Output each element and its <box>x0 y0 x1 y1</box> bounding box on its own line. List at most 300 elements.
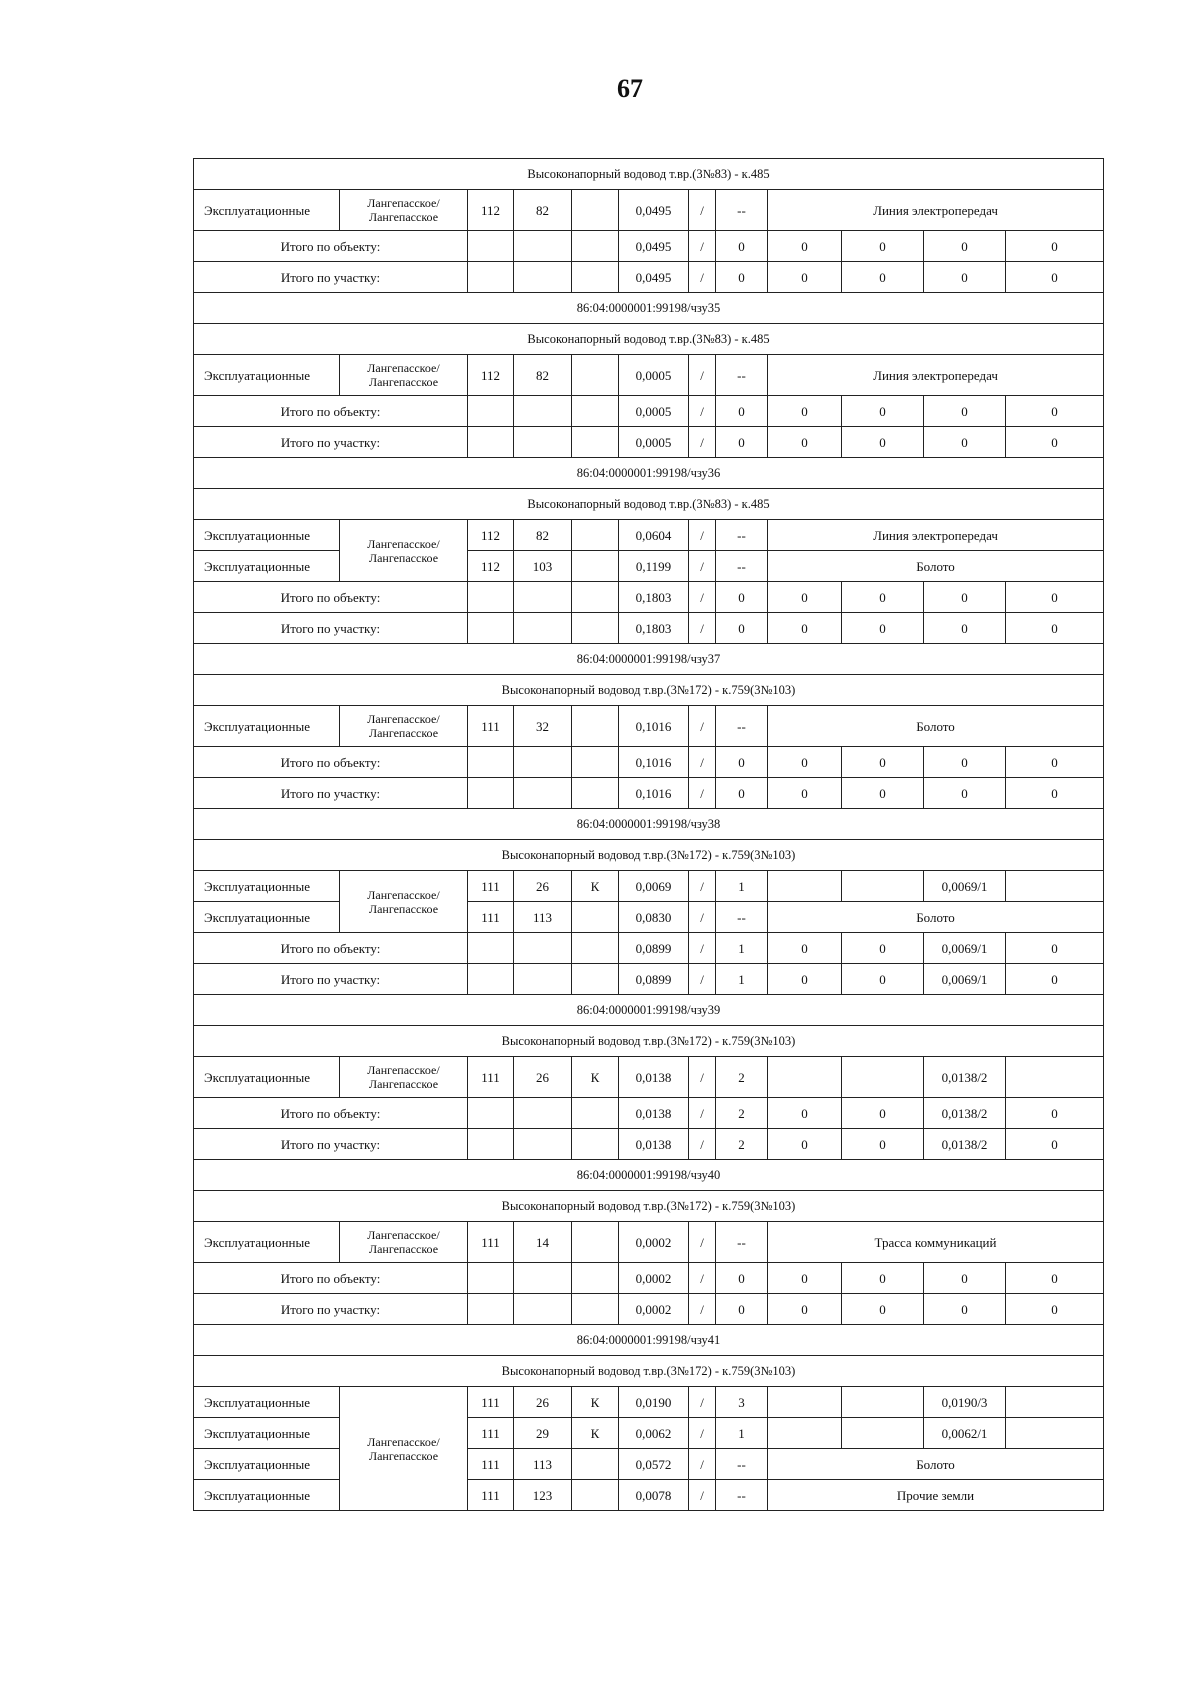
category-cell <box>572 613 619 644</box>
quarter-cell: 112 <box>468 190 514 231</box>
area-cell: 0,0078 <box>619 1480 689 1511</box>
category-cell <box>572 706 619 747</box>
cadastral-row <box>194 644 1104 675</box>
quarter-cell <box>468 1098 514 1129</box>
category-cell <box>572 520 619 551</box>
value-cell-c3: 0 <box>924 262 1006 293</box>
slash-cell: / <box>689 551 716 582</box>
object-header-row <box>194 159 1104 190</box>
value-cell-c2: 0 <box>842 613 924 644</box>
area-cell: 0,0138 <box>619 1057 689 1098</box>
quarter-cell <box>468 396 514 427</box>
value-cell-c1: 0 <box>768 582 842 613</box>
category-cell <box>572 778 619 809</box>
usage-kind: Эксплуатационные <box>194 1222 340 1263</box>
cadastral-number: 86:04:0000001:99198/чзу36 <box>194 458 1104 489</box>
usage-kind: Эксплуатационные <box>194 1480 340 1511</box>
usage-kind: Эксплуатационные <box>194 902 340 933</box>
value-cell-c4: 0 <box>1006 1129 1104 1160</box>
value-cell-c4: 0 <box>1006 262 1104 293</box>
value-cell-c2: 0 <box>842 396 924 427</box>
slash-cell: / <box>689 582 716 613</box>
count-cell: -- <box>716 1480 768 1511</box>
usage-kind: Эксплуатационные <box>194 1387 340 1418</box>
count-cell: 0 <box>716 613 768 644</box>
object-header-row <box>194 1191 1104 1222</box>
quarter-cell: 111 <box>468 1222 514 1263</box>
value-cell-c4: 0 <box>1006 933 1104 964</box>
value-cell-c4: 0 <box>1006 964 1104 995</box>
land-type-cell: Линия электропередач <box>768 355 1104 396</box>
object-name: Высоконапорный водовод т.вр.(3№83) - к.485 <box>194 159 1104 190</box>
object-name: Высоконапорный водовод т.вр.(3№172) - к.759(3№103) <box>194 840 1104 871</box>
object-name: Высоконапорный водовод т.вр.(3№172) - к.759(3№103) <box>194 1191 1104 1222</box>
object-header-row <box>194 324 1104 355</box>
slash-cell: / <box>689 1057 716 1098</box>
data-row <box>194 902 1104 933</box>
area-cell: 0,0005 <box>619 355 689 396</box>
slash-cell: / <box>689 262 716 293</box>
area-cell: 0,0062 <box>619 1418 689 1449</box>
data-row <box>194 190 1104 231</box>
object-header-row <box>194 489 1104 520</box>
count-cell: 0 <box>716 231 768 262</box>
section-cell <box>514 933 572 964</box>
total-object-row <box>194 582 1104 613</box>
category-cell <box>572 427 619 458</box>
slash-cell: / <box>689 1294 716 1325</box>
section-cell <box>514 231 572 262</box>
value-cell-c3: 0 <box>924 747 1006 778</box>
land-type-cell: Трасса коммуникаций <box>768 1222 1104 1263</box>
quarter-cell <box>468 231 514 262</box>
slash-cell: / <box>689 1263 716 1294</box>
category-cell: К <box>572 1418 619 1449</box>
object-header-row <box>194 675 1104 706</box>
section-cell <box>514 427 572 458</box>
usage-kind: Эксплуатационные <box>194 1418 340 1449</box>
slash-cell: / <box>689 231 716 262</box>
area-cell: 0,1016 <box>619 778 689 809</box>
area-cell: 0,0069 <box>619 871 689 902</box>
area-cell: 0,0138 <box>619 1098 689 1129</box>
total-label: Итого по объекту: <box>194 933 468 964</box>
value-cell-c3: 0 <box>924 582 1006 613</box>
value-cell-c1: 0 <box>768 231 842 262</box>
cadastral-row <box>194 1325 1104 1356</box>
count-cell: 2 <box>716 1057 768 1098</box>
category-cell <box>572 1222 619 1263</box>
count-cell: -- <box>716 902 768 933</box>
usage-kind: Эксплуатационные <box>194 1449 340 1480</box>
object-name: Высоконапорный водовод т.вр.(3№172) - к.759(3№103) <box>194 1356 1104 1387</box>
category-cell <box>572 1294 619 1325</box>
land-parcel-table <box>193 158 1104 1511</box>
category-cell <box>572 933 619 964</box>
data-row <box>194 1222 1104 1263</box>
total-label: Итого по объекту: <box>194 747 468 778</box>
value-cell-c2 <box>842 1387 924 1418</box>
category-cell <box>572 1263 619 1294</box>
value-cell-c2: 0 <box>842 778 924 809</box>
quarter-cell <box>468 582 514 613</box>
slash-cell: / <box>689 902 716 933</box>
slash-cell: / <box>689 1418 716 1449</box>
count-cell: 2 <box>716 1129 768 1160</box>
count-cell: 1 <box>716 964 768 995</box>
value-cell-c2: 0 <box>842 582 924 613</box>
data-row <box>194 706 1104 747</box>
value-cell-c1: 0 <box>768 964 842 995</box>
value-cell-c1: 0 <box>768 613 842 644</box>
value-cell-c2: 0 <box>842 231 924 262</box>
page-number: 67 <box>617 74 643 103</box>
quarter-cell: 111 <box>468 706 514 747</box>
section-cell: 82 <box>514 355 572 396</box>
usage-kind: Эксплуатационные <box>194 551 340 582</box>
section-cell: 113 <box>514 1449 572 1480</box>
count-cell: 0 <box>716 262 768 293</box>
slash-cell: / <box>689 778 716 809</box>
area-cell: 0,1016 <box>619 747 689 778</box>
object-name: Высоконапорный водовод т.вр.(3№83) - к.485 <box>194 324 1104 355</box>
total-object-row <box>194 396 1104 427</box>
object-header-row <box>194 1026 1104 1057</box>
value-cell-c2: 0 <box>842 1098 924 1129</box>
data-row <box>194 1057 1104 1098</box>
value-cell-c2 <box>842 871 924 902</box>
value-cell-c1 <box>768 1057 842 1098</box>
count-cell: -- <box>716 520 768 551</box>
value-cell-c2: 0 <box>842 1129 924 1160</box>
quarter-cell <box>468 1294 514 1325</box>
value-cell-c1 <box>768 1418 842 1449</box>
category-cell: К <box>572 1387 619 1418</box>
value-cell-c2 <box>842 1057 924 1098</box>
value-cell-c1: 0 <box>768 747 842 778</box>
slash-cell: / <box>689 706 716 747</box>
usage-kind: Эксплуатационные <box>194 1057 340 1098</box>
count-cell: -- <box>716 1222 768 1263</box>
total-object-row <box>194 933 1104 964</box>
value-cell-c4: 0 <box>1006 747 1104 778</box>
region-cell: Лангепасское/ Лангепасское <box>340 1387 468 1511</box>
value-cell-c1: 0 <box>768 1294 842 1325</box>
section-cell: 123 <box>514 1480 572 1511</box>
count-cell: 1 <box>716 1418 768 1449</box>
value-cell-c1: 0 <box>768 1263 842 1294</box>
slash-cell: / <box>689 1387 716 1418</box>
value-cell-c1: 0 <box>768 778 842 809</box>
value-cell-c2 <box>842 1418 924 1449</box>
value-cell-c3: 0,0138/2 <box>924 1129 1006 1160</box>
value-cell-c3: 0,0062/1 <box>924 1418 1006 1449</box>
count-cell: 0 <box>716 427 768 458</box>
section-cell <box>514 262 572 293</box>
object-header-row <box>194 840 1104 871</box>
data-row <box>194 551 1104 582</box>
data-row <box>194 871 1104 902</box>
quarter-cell <box>468 613 514 644</box>
slash-cell: / <box>689 747 716 778</box>
slash-cell: / <box>689 1129 716 1160</box>
slash-cell: / <box>689 1098 716 1129</box>
slash-cell: / <box>689 964 716 995</box>
section-cell <box>514 1294 572 1325</box>
data-row <box>194 520 1104 551</box>
slash-cell: / <box>689 871 716 902</box>
quarter-cell: 112 <box>468 355 514 396</box>
count-cell: 3 <box>716 1387 768 1418</box>
total-label: Итого по объекту: <box>194 396 468 427</box>
cadastral-number: 86:04:0000001:99198/чзу37 <box>194 644 1104 675</box>
data-row <box>194 1449 1104 1480</box>
total-label: Итого по участку: <box>194 262 468 293</box>
land-type-cell: Болото <box>768 706 1104 747</box>
area-cell: 0,0002 <box>619 1263 689 1294</box>
value-cell-c1: 0 <box>768 933 842 964</box>
area-cell: 0,0495 <box>619 190 689 231</box>
quarter-cell <box>468 964 514 995</box>
value-cell-c4: 0 <box>1006 1294 1104 1325</box>
total-label: Итого по участку: <box>194 778 468 809</box>
slash-cell: / <box>689 520 716 551</box>
region-cell: Лангепасское/ Лангепасское <box>340 871 468 933</box>
value-cell-c1 <box>768 1387 842 1418</box>
quarter-cell <box>468 933 514 964</box>
data-row <box>194 1418 1104 1449</box>
quarter-cell: 111 <box>468 1057 514 1098</box>
section-cell: 26 <box>514 871 572 902</box>
cadastral-row <box>194 1160 1104 1191</box>
section-cell: 29 <box>514 1418 572 1449</box>
category-cell <box>572 396 619 427</box>
slash-cell: / <box>689 427 716 458</box>
value-cell-c4: 0 <box>1006 613 1104 644</box>
region-cell: Лангепасское/ Лангепасское <box>340 190 468 231</box>
total-label: Итого по участку: <box>194 1294 468 1325</box>
object-name: Высоконапорный водовод т.вр.(3№172) - к.759(3№103) <box>194 675 1104 706</box>
cadastral-number: 86:04:0000001:99198/чзу35 <box>194 293 1104 324</box>
section-cell <box>514 1129 572 1160</box>
category-cell <box>572 964 619 995</box>
total-label: Итого по объекту: <box>194 1263 468 1294</box>
count-cell: -- <box>716 190 768 231</box>
value-cell-c1: 0 <box>768 396 842 427</box>
quarter-cell <box>468 1263 514 1294</box>
area-cell: 0,0005 <box>619 396 689 427</box>
cadastral-number: 86:04:0000001:99198/чзу41 <box>194 1325 1104 1356</box>
total-label: Итого по участку: <box>194 964 468 995</box>
total-parcel-row <box>194 427 1104 458</box>
usage-kind: Эксплуатационные <box>194 871 340 902</box>
cadastral-row <box>194 458 1104 489</box>
region-cell: Лангепасское/ Лангепасское <box>340 1057 468 1098</box>
value-cell-c3: 0,0069/1 <box>924 933 1006 964</box>
region-cell: Лангепасское/ Лангепасское <box>340 706 468 747</box>
section-cell <box>514 396 572 427</box>
area-cell: 0,0002 <box>619 1222 689 1263</box>
value-cell-c3: 0,0190/3 <box>924 1387 1006 1418</box>
section-cell <box>514 747 572 778</box>
value-cell-c4 <box>1006 871 1104 902</box>
category-cell <box>572 1449 619 1480</box>
usage-kind: Эксплуатационные <box>194 190 340 231</box>
data-row <box>194 1387 1104 1418</box>
value-cell-c3: 0 <box>924 778 1006 809</box>
total-object-row <box>194 747 1104 778</box>
value-cell-c1: 0 <box>768 1129 842 1160</box>
category-cell <box>572 1098 619 1129</box>
value-cell-c3: 0,0138/2 <box>924 1098 1006 1129</box>
usage-kind: Эксплуатационные <box>194 520 340 551</box>
total-label: Итого по объекту: <box>194 231 468 262</box>
quarter-cell: 112 <box>468 520 514 551</box>
value-cell-c4: 0 <box>1006 778 1104 809</box>
section-cell: 32 <box>514 706 572 747</box>
cadastral-row <box>194 995 1104 1026</box>
section-cell: 82 <box>514 520 572 551</box>
cadastral-number: 86:04:0000001:99198/чзу38 <box>194 809 1104 840</box>
cadastral-number: 86:04:0000001:99198/чзу40 <box>194 1160 1104 1191</box>
area-cell: 0,0190 <box>619 1387 689 1418</box>
area-cell: 0,0899 <box>619 964 689 995</box>
quarter-cell: 111 <box>468 1418 514 1449</box>
area-cell: 0,0604 <box>619 520 689 551</box>
area-cell: 0,0899 <box>619 933 689 964</box>
area-cell: 0,0495 <box>619 262 689 293</box>
value-cell-c3: 0 <box>924 231 1006 262</box>
slash-cell: / <box>689 190 716 231</box>
quarter-cell: 112 <box>468 551 514 582</box>
value-cell-c1: 0 <box>768 427 842 458</box>
value-cell-c3: 0 <box>924 1263 1006 1294</box>
value-cell-c4: 0 <box>1006 396 1104 427</box>
value-cell-c4: 0 <box>1006 1263 1104 1294</box>
area-cell: 0,0005 <box>619 427 689 458</box>
cadastral-row <box>194 293 1104 324</box>
section-cell <box>514 778 572 809</box>
quarter-cell <box>468 262 514 293</box>
area-cell: 0,0002 <box>619 1294 689 1325</box>
section-cell: 113 <box>514 902 572 933</box>
quarter-cell: 111 <box>468 1449 514 1480</box>
category-cell <box>572 747 619 778</box>
quarter-cell: 111 <box>468 902 514 933</box>
slash-cell: / <box>689 396 716 427</box>
total-label: Итого по объекту: <box>194 1098 468 1129</box>
slash-cell: / <box>689 1480 716 1511</box>
total-parcel-row <box>194 1294 1104 1325</box>
value-cell-c3: 0 <box>924 427 1006 458</box>
quarter-cell <box>468 427 514 458</box>
count-cell: 0 <box>716 582 768 613</box>
region-cell: Лангепасское/ Лангепасское <box>340 520 468 582</box>
land-type-cell: Линия электропередач <box>768 520 1104 551</box>
area-cell: 0,0138 <box>619 1129 689 1160</box>
section-cell <box>514 964 572 995</box>
area-cell: 0,1016 <box>619 706 689 747</box>
quarter-cell <box>468 747 514 778</box>
total-label: Итого по объекту: <box>194 582 468 613</box>
land-type-cell: Болото <box>768 902 1104 933</box>
area-cell: 0,1199 <box>619 551 689 582</box>
usage-kind: Эксплуатационные <box>194 355 340 396</box>
land-type-cell: Болото <box>768 551 1104 582</box>
cadastral-number: 86:04:0000001:99198/чзу39 <box>194 995 1104 1026</box>
value-cell-c2: 0 <box>842 427 924 458</box>
value-cell-c1: 0 <box>768 1098 842 1129</box>
section-cell: 26 <box>514 1387 572 1418</box>
total-parcel-row <box>194 613 1104 644</box>
cadastral-row <box>194 809 1104 840</box>
count-cell: 0 <box>716 396 768 427</box>
section-cell: 26 <box>514 1057 572 1098</box>
value-cell-c1: 0 <box>768 262 842 293</box>
category-cell <box>572 355 619 396</box>
total-parcel-row <box>194 1129 1104 1160</box>
section-cell: 14 <box>514 1222 572 1263</box>
slash-cell: / <box>689 1449 716 1480</box>
count-cell: 0 <box>716 747 768 778</box>
value-cell-c4 <box>1006 1418 1104 1449</box>
data-row <box>194 355 1104 396</box>
value-cell-c3: 0 <box>924 1294 1006 1325</box>
area-cell: 0,0572 <box>619 1449 689 1480</box>
value-cell-c3: 0 <box>924 613 1006 644</box>
category-cell <box>572 262 619 293</box>
category-cell <box>572 582 619 613</box>
quarter-cell <box>468 778 514 809</box>
count-cell: -- <box>716 706 768 747</box>
slash-cell: / <box>689 613 716 644</box>
section-cell: 82 <box>514 190 572 231</box>
total-parcel-row <box>194 778 1104 809</box>
value-cell-c2: 0 <box>842 262 924 293</box>
value-cell-c2: 0 <box>842 1263 924 1294</box>
region-cell: Лангепасское/ Лангепасское <box>340 1222 468 1263</box>
land-type-cell: Линия электропередач <box>768 190 1104 231</box>
total-object-row <box>194 1098 1104 1129</box>
area-cell: 0,1803 <box>619 613 689 644</box>
count-cell: 1 <box>716 871 768 902</box>
total-parcel-row <box>194 262 1104 293</box>
usage-kind: Эксплуатационные <box>194 706 340 747</box>
category-cell <box>572 902 619 933</box>
value-cell-c3: 0,0069/1 <box>924 871 1006 902</box>
value-cell-c2: 0 <box>842 1294 924 1325</box>
section-cell <box>514 1098 572 1129</box>
value-cell-c2: 0 <box>842 933 924 964</box>
section-cell: 103 <box>514 551 572 582</box>
value-cell-c1 <box>768 871 842 902</box>
total-parcel-row <box>194 964 1104 995</box>
count-cell: 0 <box>716 1294 768 1325</box>
slash-cell: / <box>689 933 716 964</box>
count-cell: 0 <box>716 778 768 809</box>
count-cell: 0 <box>716 1263 768 1294</box>
count-cell: 1 <box>716 933 768 964</box>
value-cell-c3: 0,0069/1 <box>924 964 1006 995</box>
quarter-cell: 111 <box>468 1387 514 1418</box>
value-cell-c3: 0,0138/2 <box>924 1057 1006 1098</box>
quarter-cell: 111 <box>468 871 514 902</box>
count-cell: -- <box>716 1449 768 1480</box>
object-header-row <box>194 1356 1104 1387</box>
category-cell <box>572 551 619 582</box>
section-cell <box>514 613 572 644</box>
value-cell-c2: 0 <box>842 964 924 995</box>
